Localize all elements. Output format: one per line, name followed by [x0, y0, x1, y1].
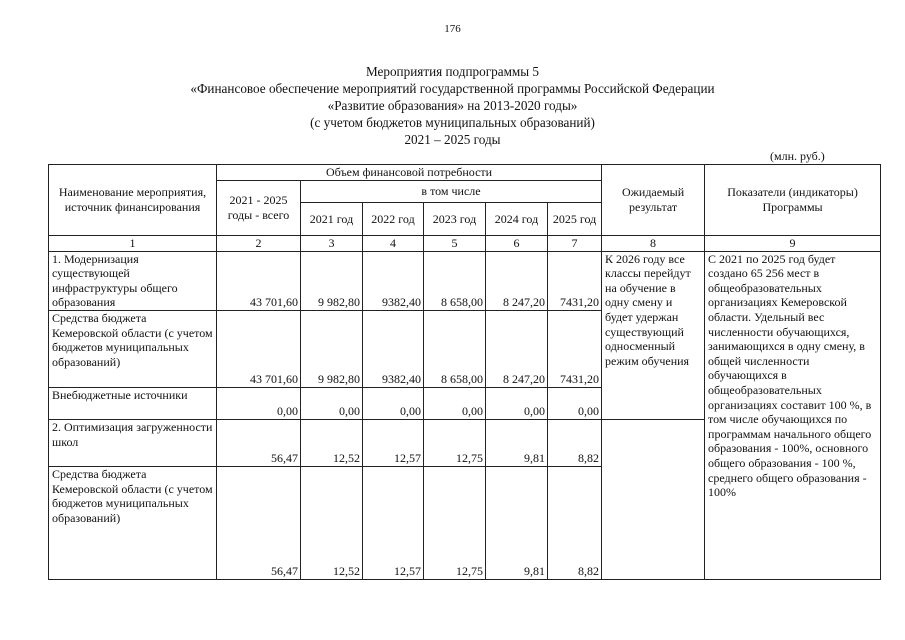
cell-value: 7431,20: [548, 310, 602, 387]
cell-value: 0,00: [486, 387, 548, 419]
row-name: 1. Модернизация существующей инфраструктуры общего образования: [49, 251, 217, 310]
header-result: Ожидаемый результат: [602, 165, 705, 236]
header-name: Наименование мероприятия, источник финансирования: [49, 165, 217, 236]
col-num: 1: [49, 236, 217, 252]
col-num: 7: [548, 236, 602, 252]
header-year-2022: 2022 год: [363, 203, 424, 236]
header-row-1: [49, 165, 881, 181]
cell-value: 12,52: [301, 466, 363, 579]
header-volume: Объем финансовой потребности: [217, 165, 602, 181]
indicators-text: С 2021 по 2025 год будет создано 65 256 мест в общеобразовательных организациях Кемеровской области. Удельный вес численности обучающихся, занимающихся в одну смену, в общей численности обучающихся в общеобразовательных организациях составит 100 %, в том числе обучающихся по программам начального общего образования - 100%, основного общего образования - 100 %, среднего общего образования - 100%: [705, 251, 881, 579]
row-name: Средства бюджета Кемеровской области (с учетом бюджетов муниципальных образований): [49, 466, 217, 579]
cell-value: 43 701,60: [217, 251, 301, 310]
document-title: [0, 63, 905, 148]
cell-value: 8,82: [548, 419, 602, 466]
cell-value: 8 247,20: [486, 251, 548, 310]
expected-result: К 2026 году все классы перейдут на обучение в одну смену и будет удержан существующий односменный режим обучения: [602, 251, 705, 419]
cell-value: 9 982,80: [301, 251, 363, 310]
page-number: 176: [444, 23, 461, 35]
cell-value: 12,75: [424, 419, 486, 466]
cell-value: 0,00: [424, 387, 486, 419]
col-num: 2: [217, 236, 301, 252]
cell-value: 8,82: [548, 466, 602, 579]
col-num: 3: [301, 236, 363, 252]
header-including: в том числе: [301, 180, 602, 202]
cell-value: 0,00: [217, 387, 301, 419]
cell-value: 8 247,20: [486, 310, 548, 387]
table-row: [49, 251, 881, 310]
title-line-3: «Развитие образования» на 2013-2020 годы»: [327, 98, 578, 113]
cell-value: 9,81: [486, 419, 548, 466]
header-year-2024: 2024 год: [486, 203, 548, 236]
cell-value: 0,00: [363, 387, 424, 419]
header-total: 2021 - 2025 годы - всего: [217, 180, 301, 235]
units-label: (млн. руб.): [770, 149, 825, 163]
cell-value: 8 658,00: [424, 310, 486, 387]
cell-value: 56,47: [217, 466, 301, 579]
col-num: 8: [602, 236, 705, 252]
cell-value: 56,47: [217, 419, 301, 466]
cell-value: 12,57: [363, 419, 424, 466]
cell-value: 8 658,00: [424, 251, 486, 310]
header-year-2025: 2025 год: [548, 203, 602, 236]
cell-value: 9,81: [486, 466, 548, 579]
cell-value: 12,57: [363, 466, 424, 579]
title-line-5: 2021 – 2025 годы: [404, 132, 501, 147]
cell-value: 9382,40: [363, 310, 424, 387]
cell-value: 43 701,60: [217, 310, 301, 387]
row-name: Средства бюджета Кемеровской области (с учетом бюджетов муниципальных образований): [49, 310, 217, 387]
cell-value: 9382,40: [363, 251, 424, 310]
header-indicators: Показатели (индикаторы) Программы: [705, 165, 881, 236]
cell-value: 0,00: [301, 387, 363, 419]
col-num: 4: [363, 236, 424, 252]
row-name: Внебюджетные источники: [49, 387, 217, 419]
cell-value: 7431,20: [548, 251, 602, 310]
header-year-2021: 2021 год: [301, 203, 363, 236]
expected-result-empty: [602, 419, 705, 579]
financing-table: [48, 164, 881, 580]
cell-value: 12,75: [424, 466, 486, 579]
title-line-1: Мероприятия подпрограммы 5: [365, 64, 540, 79]
cell-value: 0,00: [548, 387, 602, 419]
title-line-4: (с учетом бюджетов муниципальных образований): [310, 115, 595, 130]
cell-value: 12,52: [301, 419, 363, 466]
column-numbers-row: [49, 236, 881, 252]
col-num: 9: [705, 236, 881, 252]
row-name: 2. Оптимизация загруженности школ: [49, 419, 217, 466]
col-num: 5: [424, 236, 486, 252]
col-num: 6: [486, 236, 548, 252]
cell-value: 9 982,80: [301, 310, 363, 387]
header-year-2023: 2023 год: [424, 203, 486, 236]
title-line-2: «Финансовое обеспечение мероприятий государственной программы Российской Федерации: [190, 81, 715, 96]
